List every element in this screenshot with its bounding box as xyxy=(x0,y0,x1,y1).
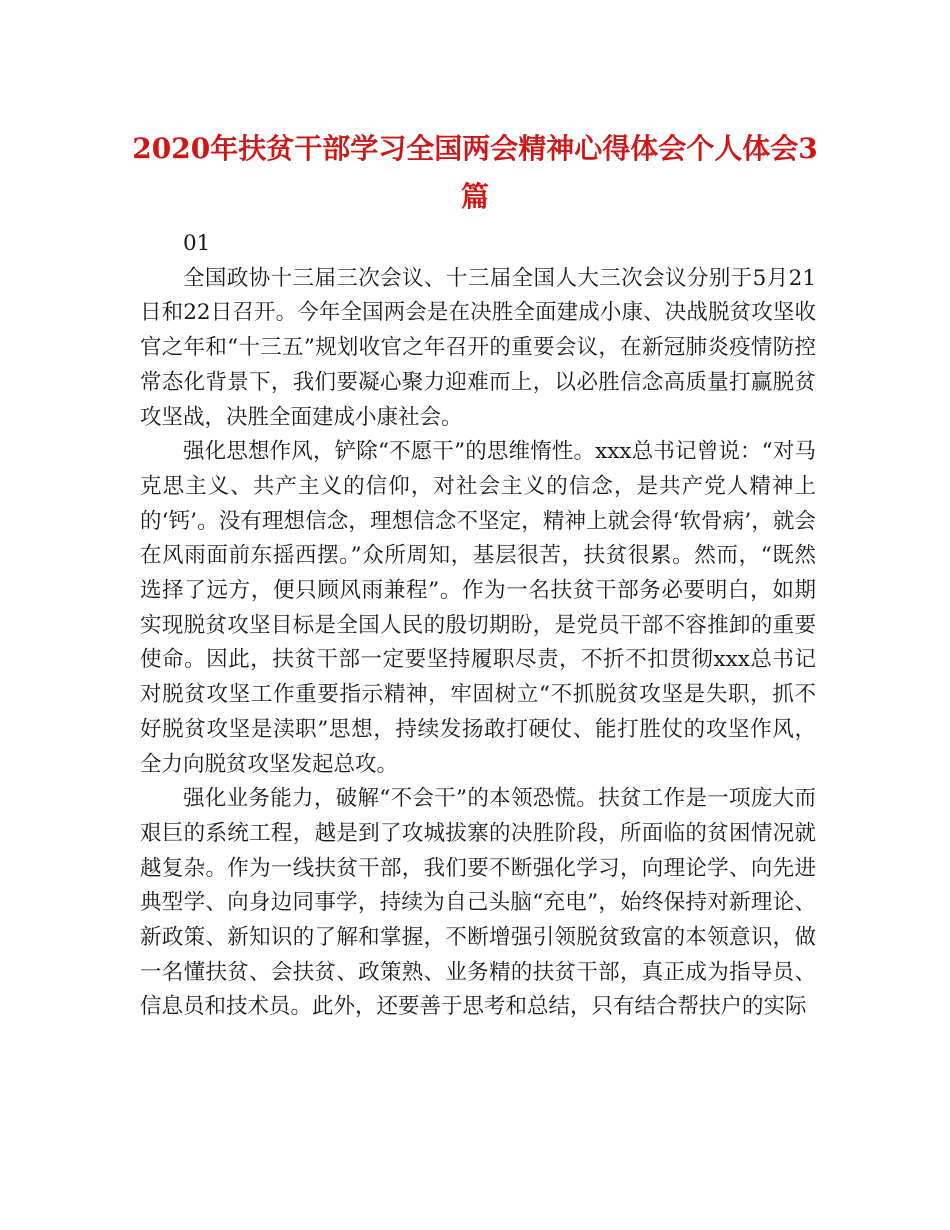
document-body xyxy=(140,227,816,1025)
paragraph-1: 全国政协十三届三次会议、十三届全国人大三次会议分别于5月21日和22日召开。今年全国两会是在决胜全面建成小康、决战脱贫攻坚收官之年和“十三五”规划收官之年召开的重要会议，在新冠肺炎疫情防控常态化背景下，我们要凝心聚力迎难而上，以必胜信念高质量打赢脱贫攻坚战，决胜全面建成小康社会。 xyxy=(140,265,816,430)
section-number: 01 xyxy=(183,231,211,256)
document-title: 2020年扶贫干部学习全国两会精神心得体会个人体会3篇 xyxy=(132,132,818,213)
paragraph-3: 强化业务能力，破解“不会干”的本领恐慌。扶贫工作是一项庞大而艰巨的系统工程，越是到了攻城拔寨的决胜阶段，所面临的贫困情况就越复杂。作为一线扶贫干部，我们要不断强化学习，向理论学、向先进典型学、向身边同事学，持续为自己头脑“充电”，始终保持对新理论、新政策、新知识的了解和掌握，不断增强引领脱贫致富的本领意识，做一名懂扶贫、会扶贫、政策熟、业务精的扶贫干部，真正成为指导员、信息员和技术员。此外，还要善于思考和总结，只有结合帮扶户的实际 xyxy=(140,786,816,1020)
paragraph-2: 强化思想作风，铲除“不愿干”的思维惰性。xxx总书记曾说：“对马克思主义、共产主义的信仰，对社会主义的信念，是共产党人精神上的‘钙’。没有理想信念，理想信念不坚定，精神上就会得‘软骨病’，就会在风雨面前东摇西摆。”众所周知，基层很苦，扶贫很累。然而，“既然选择了远方，便只顾风雨兼程”。作为一名扶贫干部务必要明白，如期实现脱贫攻坚目标是全国人民的殷切期盼，是党员干部不容推卸的重要使命。因此，扶贫干部一定要坚持履职尽责，不折不扣贯彻xxx总书记对脱贫攻坚工作重要指示精神，牢固树立“不抓脱贫攻坚是失职，抓不好脱贫攻坚是渎职”思想，持续发扬敢打硬仗、能打胜仗的攻坚作风，全力向脱贫攻坚发起总攻。 xyxy=(140,439,816,777)
